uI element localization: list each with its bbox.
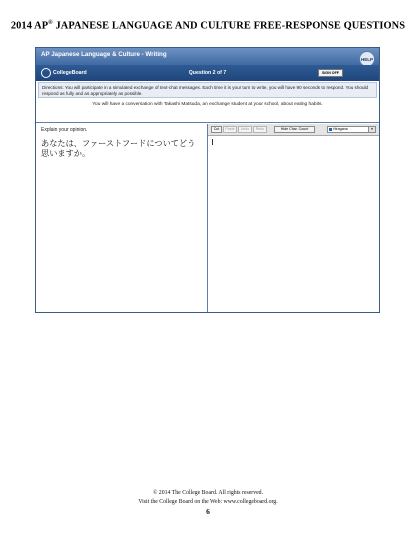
title-text-pre: 2014 AP (10, 20, 49, 32)
input-method-value: Hiragana (333, 127, 348, 131)
directions-box: Directions: You will participate in a simulated exchange of text-chat messages. Each time it is your turn to write, you will have 90 seconds to respond. You should respond as fully and as appropriately as possible. (38, 82, 377, 98)
chat-instruction: Explain your opinion. (41, 127, 88, 133)
brand-name: CollegeBoard (53, 70, 87, 76)
help-button[interactable]: HELP (359, 51, 375, 67)
website-notice: Visit the College Board on the Web: www.collegeboard.org. (138, 499, 278, 505)
hide-char-count-button[interactable]: Hide Char. Count (274, 126, 315, 133)
text-caret (212, 139, 213, 145)
paste-button[interactable]: Paste (223, 126, 237, 133)
window-titlebar (36, 48, 379, 65)
hiragana-icon (329, 128, 332, 131)
registered-mark: ® (48, 20, 53, 26)
redo-button[interactable]: Redo (253, 126, 267, 133)
response-pane (208, 124, 379, 312)
document-title (0, 20, 416, 31)
question-counter: Question 2 of 7 (188, 70, 227, 76)
chevron-down-icon[interactable]: ▼ (368, 127, 375, 132)
response-input[interactable] (209, 136, 378, 311)
app-header (36, 65, 379, 81)
chat-message: あなたは、ファーストフードについてどう思いますか。 (41, 139, 196, 158)
cut-button[interactable]: Cut (211, 126, 222, 133)
section-divider (36, 122, 379, 123)
copyright-notice: © 2014 The College Board. All rights reserved. (152, 490, 264, 496)
page-number: 6 (206, 507, 210, 516)
writing-app-window (35, 47, 380, 313)
window-title: AP Japanese Language & Culture - Writing (41, 51, 167, 58)
title-text-post: JAPANESE LANGUAGE AND CULTURE FREE-RESPONSE QUESTIONS (52, 20, 406, 32)
sign-off-button[interactable]: SIGN OFF (318, 69, 343, 77)
editor-toolbar (208, 124, 379, 136)
task-prompt: You will have a conversation with Takashi Matsuda, an exchange student at your school, about eating habits. (92, 102, 323, 107)
undo-button[interactable]: Undo (238, 126, 252, 133)
chat-message-pane (37, 124, 208, 312)
input-method-select[interactable] (327, 126, 376, 133)
